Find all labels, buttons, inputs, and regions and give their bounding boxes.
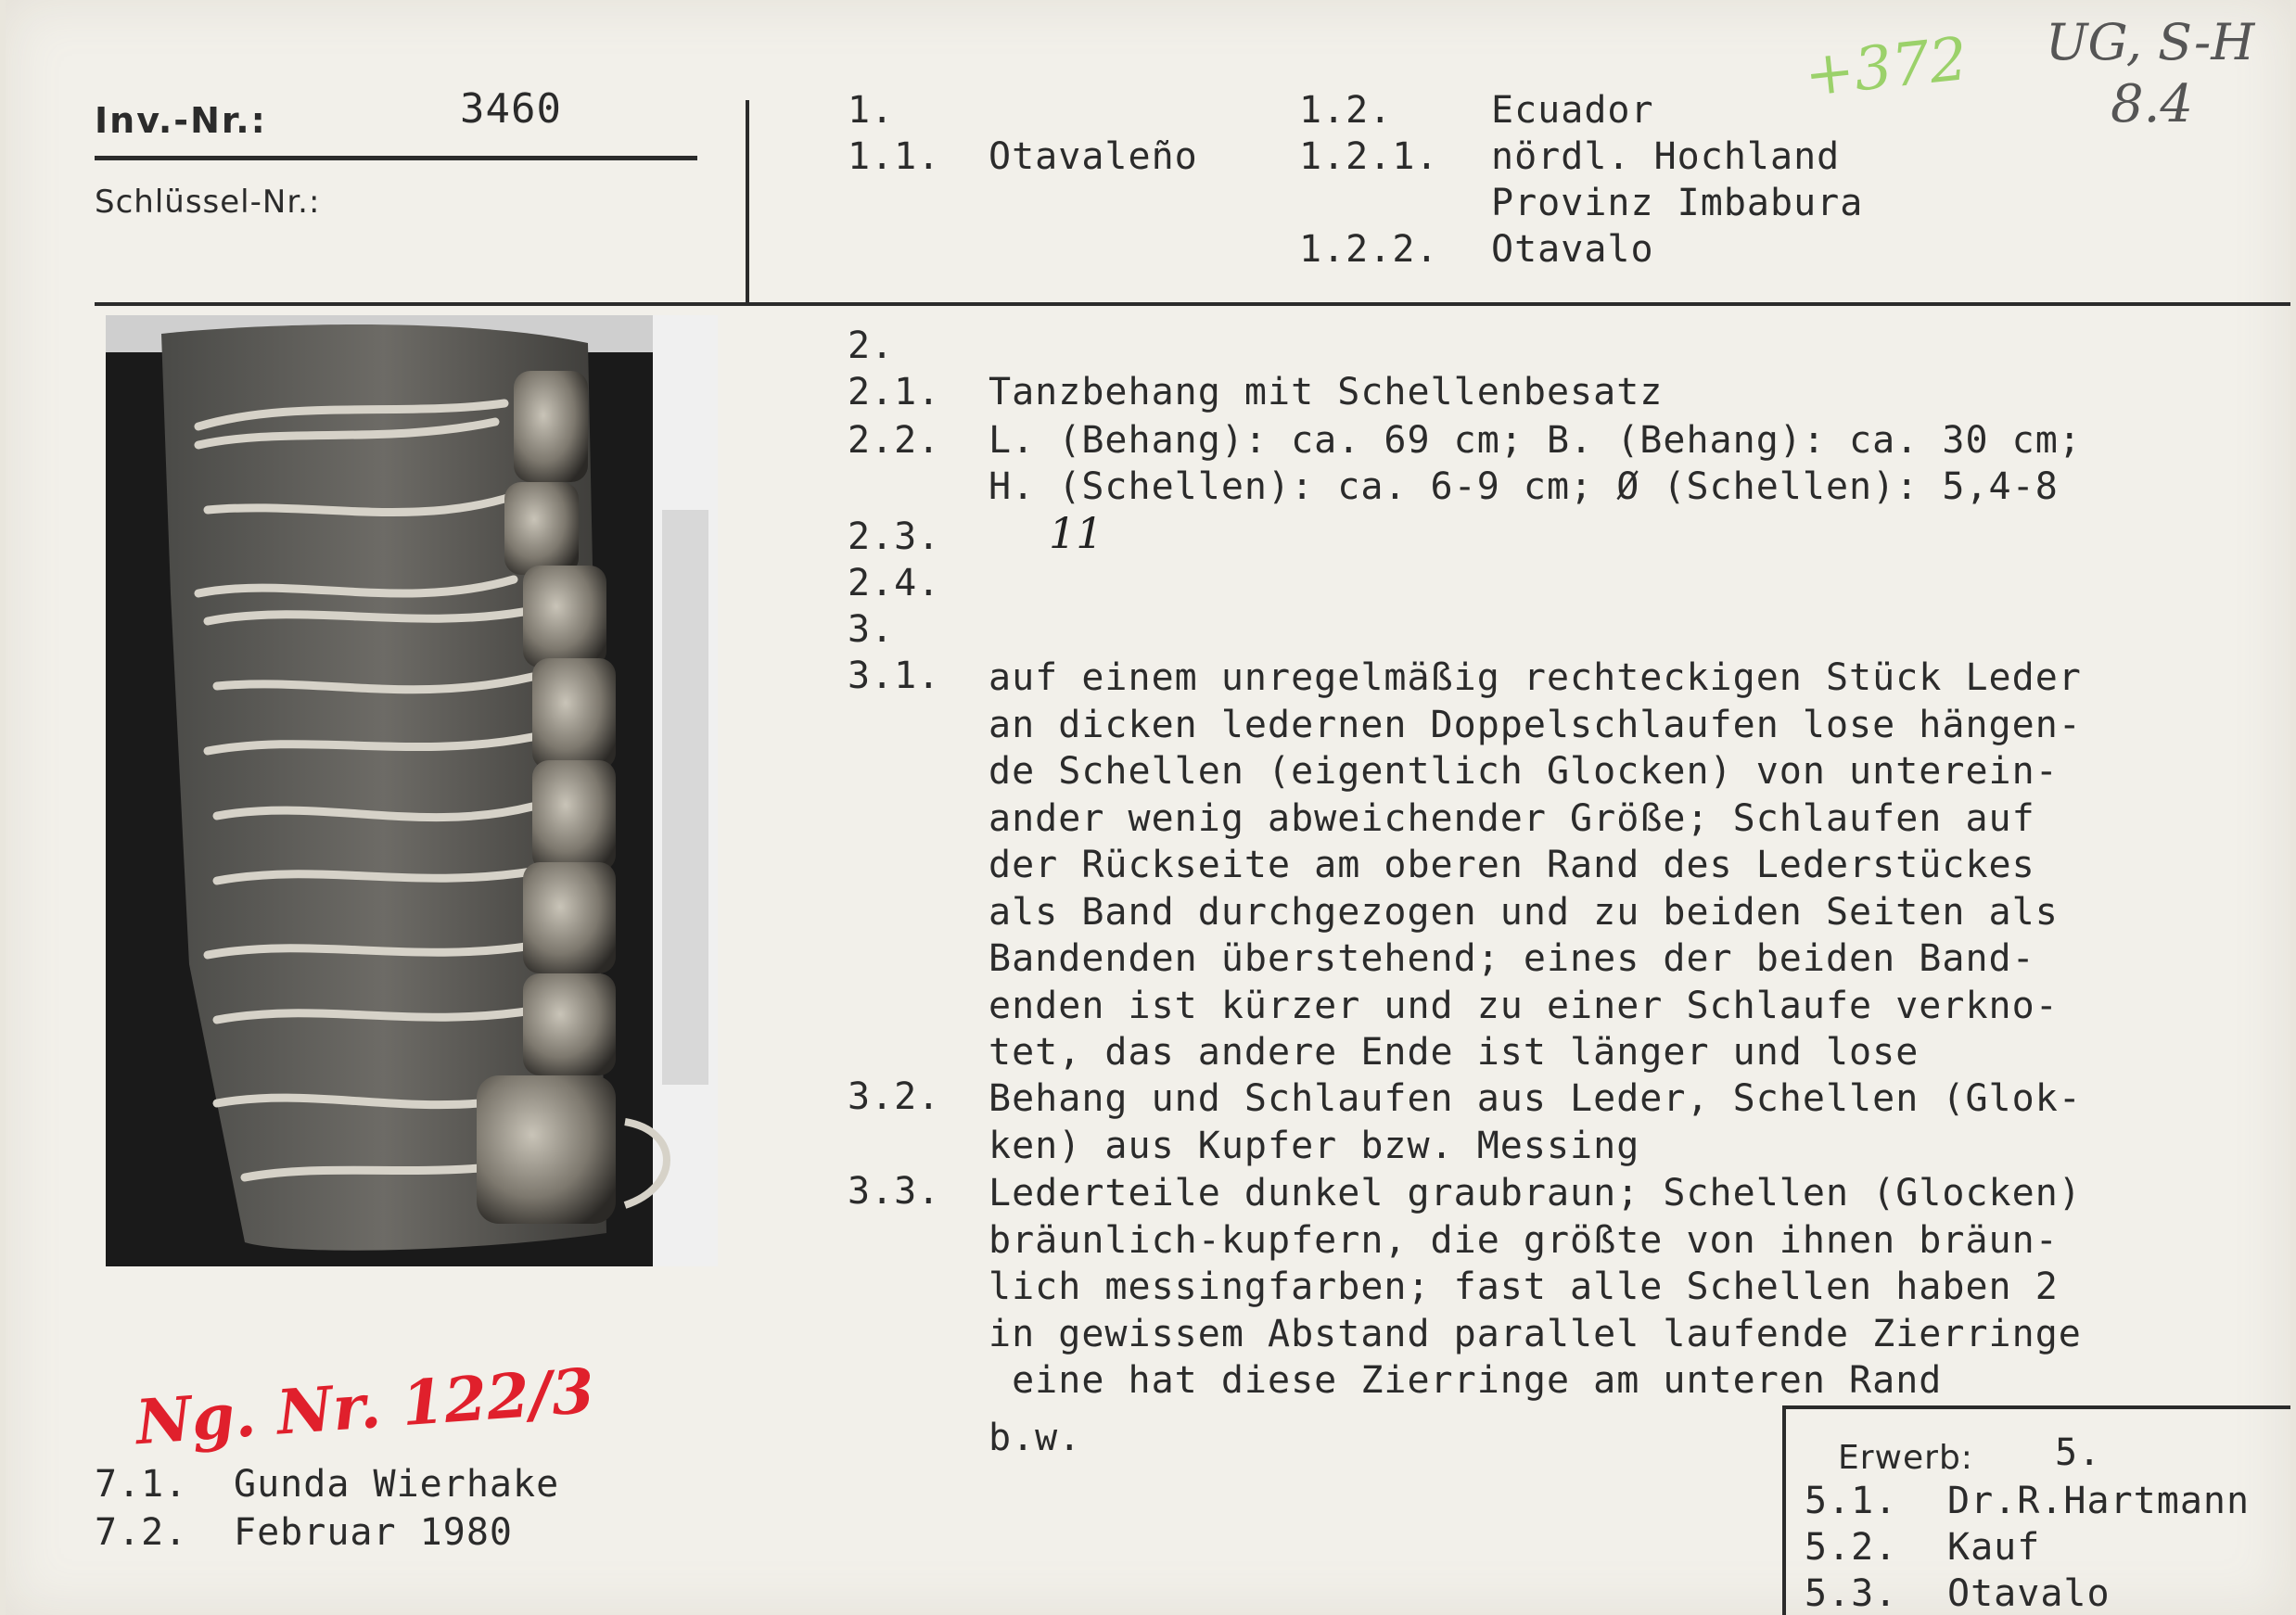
field-7-1-num: 7.1. <box>95 1463 188 1506</box>
field-5-3-text: Otavalo <box>1947 1572 2111 1615</box>
inv-underline <box>95 156 697 160</box>
field-7-1-text: Gunda Wierhake <box>234 1463 560 1506</box>
erwerb-num: 5. <box>2055 1431 2102 1474</box>
field-1-1-text: Otavaleño <box>989 135 1198 178</box>
negative-number-annotation: Ng. Nr. 122/3 <box>133 1354 597 1459</box>
field-1-2-2-text: Otavalo <box>1491 228 1654 271</box>
field-2-4-num: 2.4. <box>848 562 941 604</box>
field-3-1-num: 3.1. <box>848 655 941 697</box>
header-vertical-divider <box>746 100 749 302</box>
field-3-3-num: 3.3. <box>848 1170 941 1213</box>
field-3-2-text: Behang und Schlaufen aus Leder, Schellen (Glok- ken) aus Kupfer bzw. Messing <box>989 1077 2082 1167</box>
field-2-3-handwritten: 11 <box>1049 508 1103 558</box>
field-5-1-num: 5.1. <box>1805 1480 1898 1522</box>
field-2-1-num: 2.1. <box>848 371 941 413</box>
field-5-2-num: 5.2. <box>1805 1526 1898 1569</box>
erwerb-box-top <box>1782 1405 2290 1409</box>
field-2-2-num: 2.2. <box>848 419 941 462</box>
field-2-2-text: L. (Behang): ca. 69 cm; B. (Behang): ca. 30 cm; <box>989 419 2082 462</box>
corner-annotation-2: 8.4 <box>2111 74 2194 134</box>
field-3-num: 3. <box>848 608 895 651</box>
field-2-num: 2. <box>848 324 895 367</box>
corner-annotation-1: UG, S-H <box>2046 13 2255 71</box>
field-1-2-num: 1.2. <box>1299 89 1393 132</box>
field-7-2-num: 7.2. <box>95 1511 188 1554</box>
field-3-1-text: auf einem unregelmäßig rechteckigen Stück Leder an dicken ledernen Doppelschlaufen lose hängen- de Schellen (eigentlich Glocken) von unterein- ander wenig abweichender Größe; Schlaufen auf der Rückseite am oberen Rand des Lederstückes als Band durchgezogen und zu beiden Seiten als Bandenden überstehend; eines der beiden Band- enden ist kürzer und zu einer Schlaufe verkno- tet, das andere Ende ist länger und lose <box>989 656 2082 1074</box>
object-photograph <box>106 315 718 1266</box>
schluessel-label: Schlüssel-Nr.: <box>95 184 321 221</box>
green-pencil-annotation: +372 <box>1801 25 1971 110</box>
field-3-2-num: 3.2. <box>848 1075 941 1118</box>
field-2-3-num: 2.3. <box>848 515 941 558</box>
bitte-wenden: b.w. <box>989 1417 1082 1459</box>
field-5-3-num: 5.3. <box>1805 1572 1898 1615</box>
erwerb-box-left <box>1782 1405 1786 1615</box>
field-1-2-1-num: 1.2.1. <box>1299 135 1439 178</box>
field-5-1-text: Dr.R.Hartmann <box>1947 1480 2251 1522</box>
field-2-1-text: Tanzbehang mit Schellenbesatz <box>989 371 1664 413</box>
catalog-card <box>6 0 2290 1615</box>
field-3-3-text: Lederteile dunkel graubraun; Schellen (Glocken) bräunlich-kupfern, die größte von ihnen bräun- lich messingfarben; fast alle Schellen haben 2 in gewissem Abstand parallel laufende Zierringe eine hat diese Zierringe am unteren Rand <box>989 1172 2082 1402</box>
field-1-1-num: 1.1. <box>848 135 941 178</box>
field-2-2-text-2: H. (Schellen): ca. 6-9 cm; Ø (Schellen): 5,4-8 <box>989 465 2059 508</box>
field-5-2-text: Kauf <box>1947 1526 2041 1569</box>
field-1-2-1-text-2: Provinz Imbabura <box>1491 182 1864 224</box>
field-1-2-text: Ecuador <box>1491 89 1654 132</box>
inv-label: Inv.-Nr.: <box>95 100 267 141</box>
field-1-2-2-num: 1.2.2. <box>1299 228 1439 271</box>
field-1-2-1-text: nördl. Hochland <box>1491 135 1841 178</box>
field-7-2-text: Februar 1980 <box>234 1511 513 1554</box>
inv-value: 3460 <box>460 85 562 133</box>
erwerb-label: Erwerb: <box>1838 1439 1973 1477</box>
header-horizontal-divider <box>95 302 2290 306</box>
field-1-num: 1. <box>848 89 895 132</box>
